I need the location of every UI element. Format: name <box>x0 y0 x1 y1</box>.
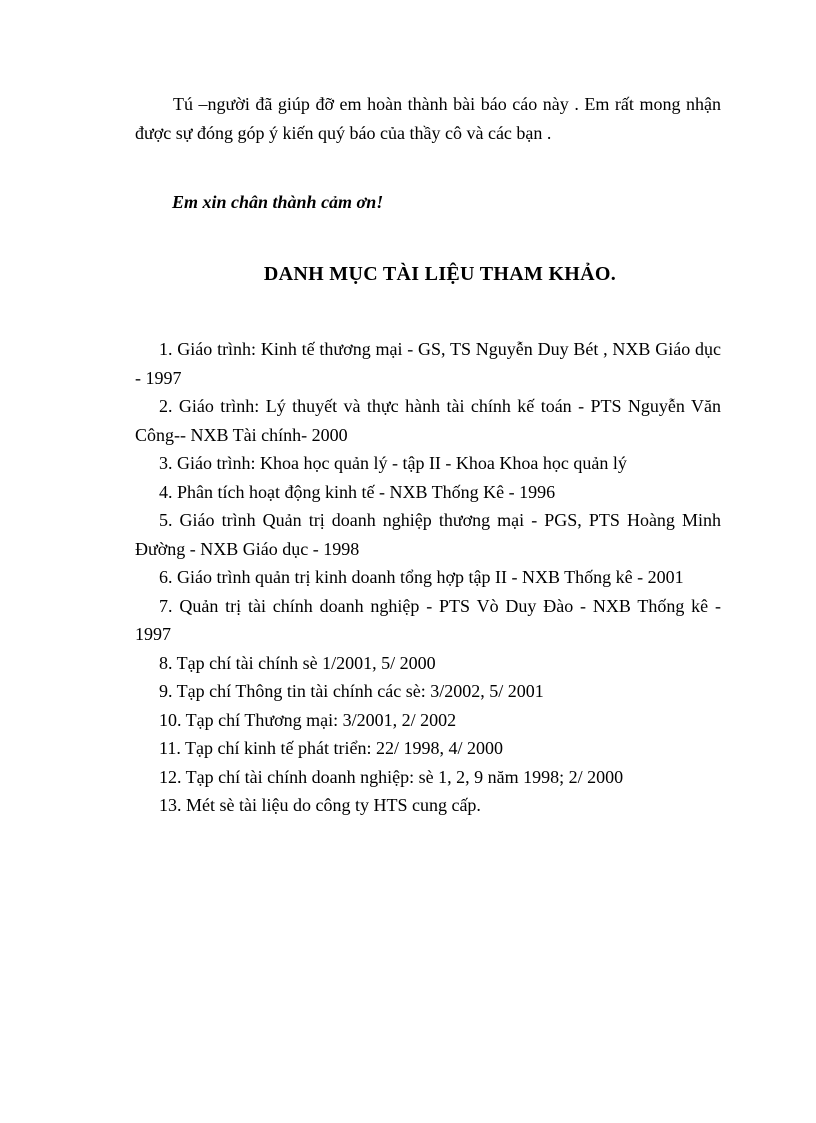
reference-item: 5. Giáo trình Quản trị doanh nghiệp thương mại - PGS, PTS Hoàng Minh Đường - NXB Giáo dục - 1998 <box>135 510 721 559</box>
reference-item: 12. Tạp chí tài chính doanh nghiệp: sè 1, 2, 9 năm 1998; 2/ 2000 <box>159 766 624 787</box>
reference-item: 13. Mét sè tài liệu do công ty HTS cung cấp. <box>159 795 481 815</box>
reference-item: 10. Tạp chí Thương mại: 3/2001, 2/ 2002 <box>159 709 457 730</box>
references-list <box>135 335 721 820</box>
closing-line: Em xin chân thành cảm ơn! <box>172 192 384 212</box>
reference-item: 3. Giáo trình: Khoa học quản lý - tập II - Khoa Khoa học quản lý <box>159 453 627 473</box>
intro-paragraph-text: Tú –người đã giúp đỡ em hoàn thành bài báo cáo này . Em rất mong nhận được sự đóng góp ý kiến quý báo của thầy cô và các bạn . <box>135 94 721 143</box>
reference-item: 1. Giáo trình: Kinh tế thương mại - GS, TS Nguyễn Duy Bét , NXB Giáo dục - 1997 <box>135 339 721 388</box>
reference-item: 11. Tạp chí kinh tế phát triển: 22/ 1998, 4/ 2000 <box>159 738 503 758</box>
reference-item: 4. Phân tích hoạt động kinh tế - NXB Thống Kê - 1996 <box>159 481 556 502</box>
intro-paragraph <box>135 90 721 148</box>
reference-item: 6. Giáo trình quản trị kinh doanh tổng hợp tập II - NXB Thống kê - 2001 <box>159 567 684 587</box>
references-title: DANH MỤC TÀI LIỆU THAM KHẢO. <box>263 263 617 285</box>
reference-item: 7. Quản trị tài chính doanh nghiệp - PTS Vò Duy Đào - NXB Thống kê - 1997 <box>135 595 721 644</box>
reference-item: 9. Tạp chí Thông tin tài chính các sè: 3/2002, 5/ 2001 <box>159 681 544 701</box>
reference-item: 2. Giáo trình: Lý thuyết và thực hành tài chính kế toán - PTS Nguyễn Văn Công-- NXB Tài chính- 2000 <box>135 396 721 445</box>
reference-item: 8. Tạp chí tài chính sè 1/2001, 5/ 2000 <box>159 652 436 673</box>
